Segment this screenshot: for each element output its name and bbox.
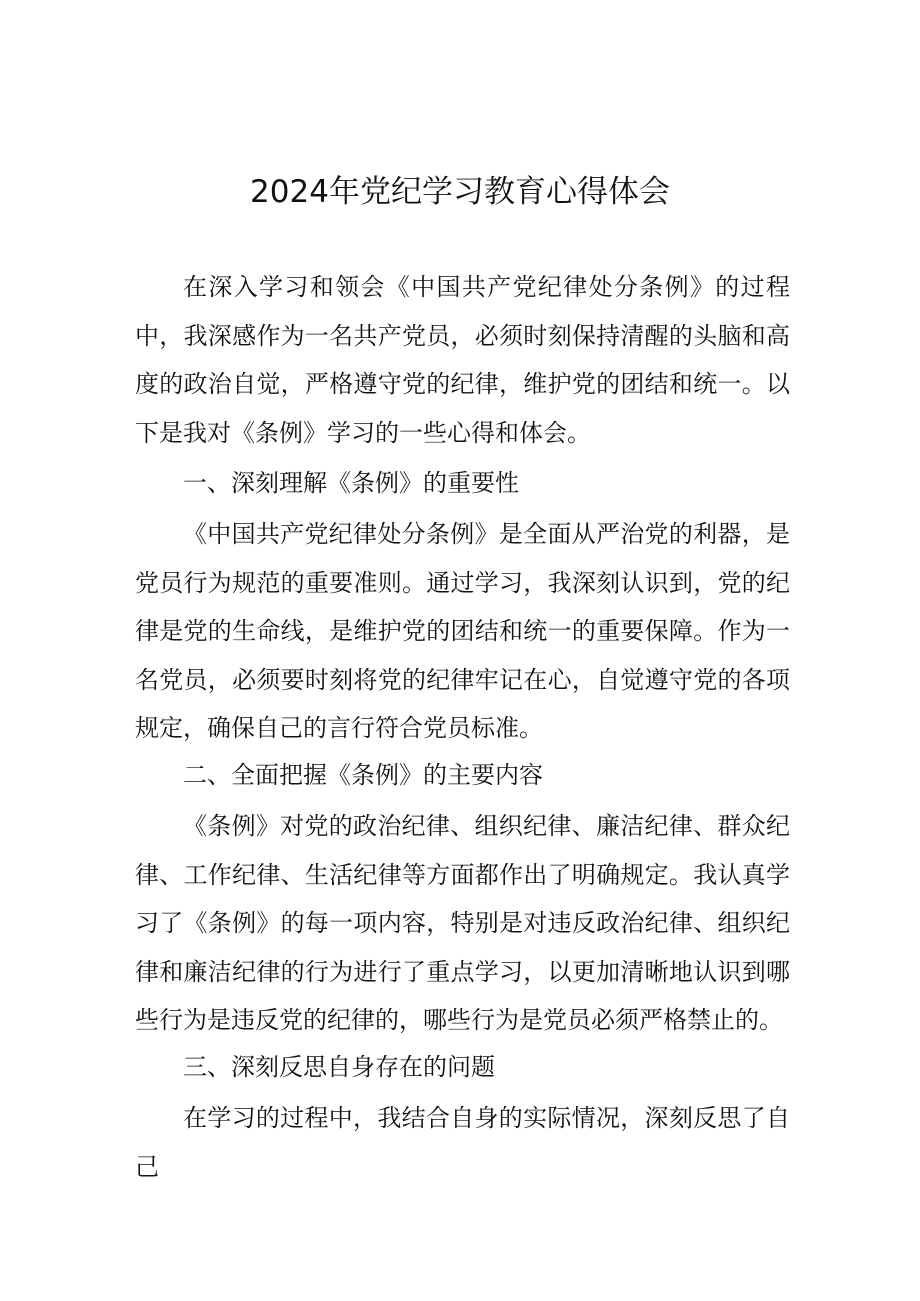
section-body-1: 《中国共产党纪律处分条例》是全面从严治党的利器，是党员行为规范的重要准则。通过学习，我深刻认识到，党的纪律是党的生命线，是维护党的团结和统一的重要保障。作为一名党员，必须要时刻将党的纪律牢记在心，自觉遵守党的各项规定，确保自己的言行符合党员标准。	[135, 520, 790, 742]
document-title: 2024年党纪学习教育心得体会	[250, 174, 670, 210]
section-heading-3: 三、深刻反思自身存在的问题	[183, 1053, 495, 1081]
section-heading-2: 二、全面把握《条例》的主要内容	[183, 761, 543, 789]
section-body-3: 在学习的过程中，我结合自身的实际情况，深刻反思了自己	[135, 1104, 790, 1181]
intro-paragraph: 在深入学习和领会《中国共产党纪律处分条例》的过程中，我深感作为一名共产党员，必须时刻保持清醒的头脑和高度的政治自觉，严格遵守党的纪律，维护党的团结和统一。以下是我对《条例》学习的一些心得和体会。	[135, 273, 790, 447]
section-body-2: 《条例》对党的政治纪律、组织纪律、廉洁纪律、群众纪律、工作纪律、生活纪律等方面都作出了明确规定。我认真学习了《条例》的每一项内容，特别是对违反政治纪律、组织纪律和廉洁纪律的行为进行了重点学习，以更加清晰地认识到哪些行为是违反党的纪律的，哪些行为是党员必须严格禁止的。	[135, 812, 790, 1034]
section-heading-1: 一、深刻理解《条例》的重要性	[183, 469, 519, 497]
